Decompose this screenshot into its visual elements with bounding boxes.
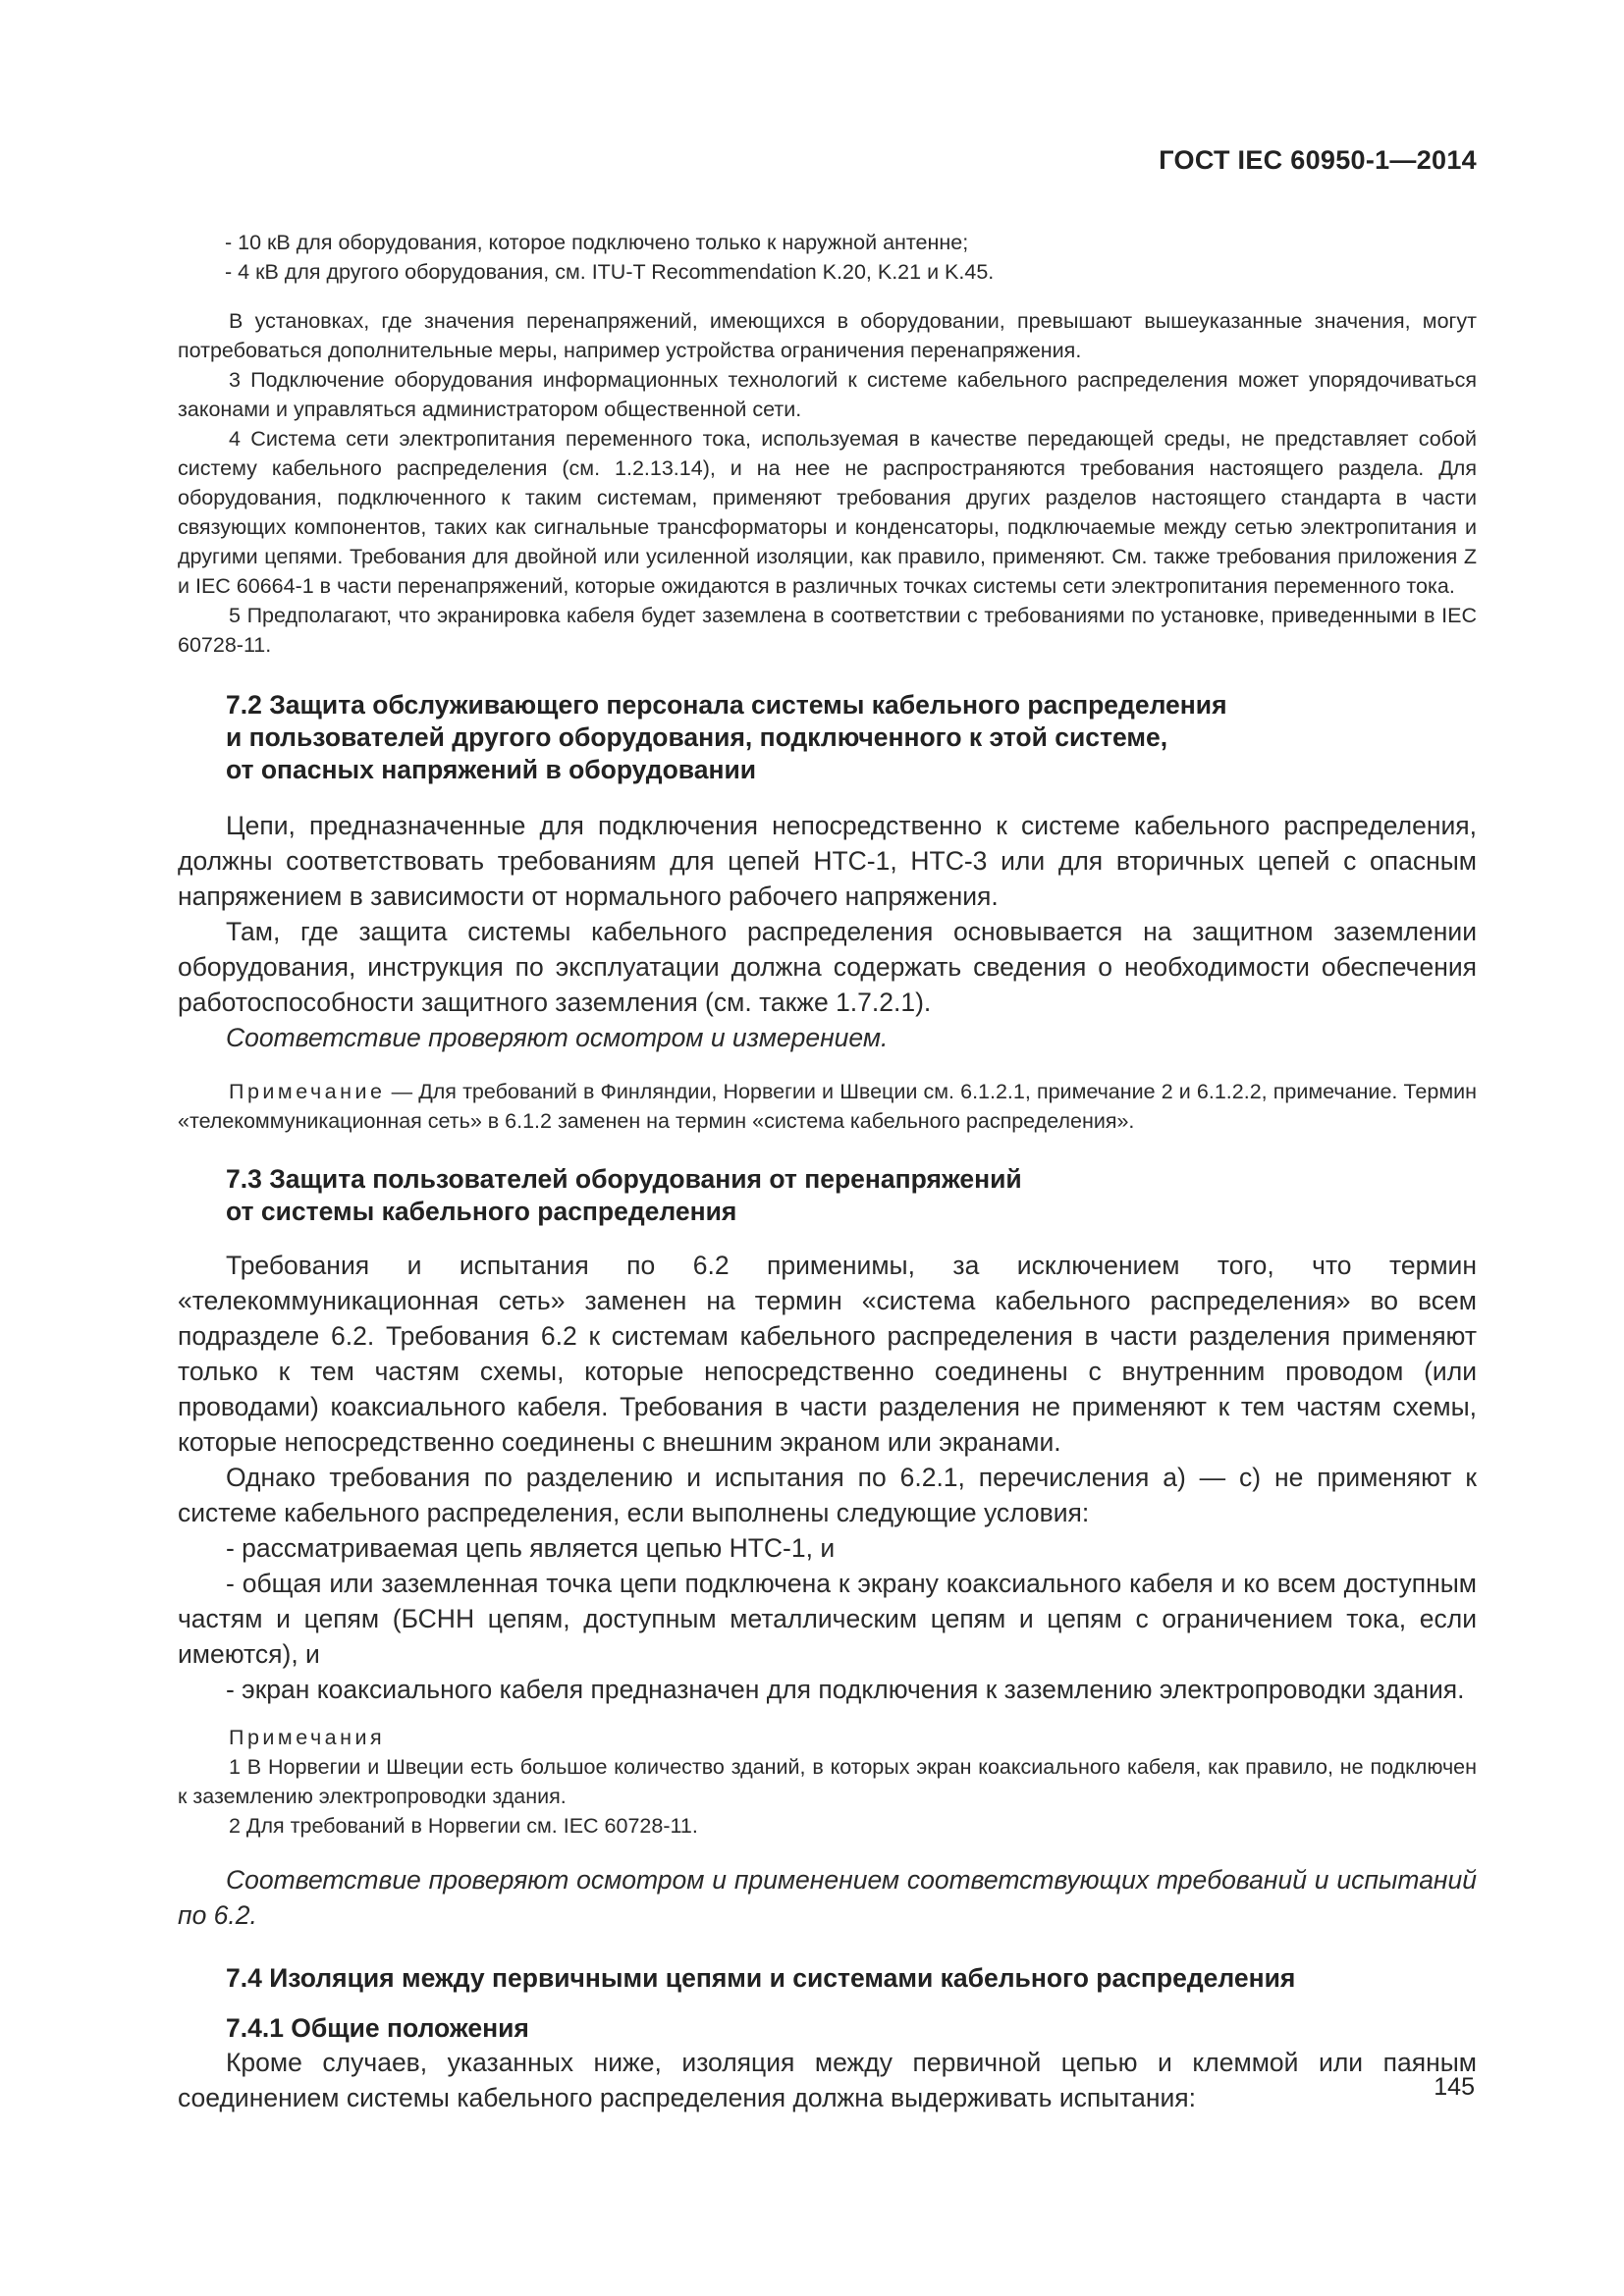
body-paragraph: Цепи, предназначенные для подключения непосредственно к системе кабельного распределения, должны соответствовать требованиям для цепей НТС-1, НТС-3 или для вторичных цепей с опасным напряжением в зависимости от нормального рабочего напряжения. bbox=[178, 811, 1477, 911]
section-notes bbox=[178, 1723, 1477, 1841]
list-item: - 4 кВ для другого оборудования, см. ITU-T Recommendation K.20, K.21 и K.45. bbox=[225, 260, 995, 284]
section-note bbox=[178, 1077, 1477, 1136]
note-paragraph: В установках, где значения перенапряжений, имеющихся в оборудовании, превышают вышеуказанные значения, могут потребоваться дополнительные меры, например устройства ограничения перенапряжения. bbox=[178, 309, 1477, 362]
section-body bbox=[178, 1248, 1477, 1707]
heading-line: и пользователей другого оборудования, подключенного к этой системе, bbox=[226, 722, 1168, 752]
note-paragraph: 5 Предполагают, что экранировка кабеля будет заземлена в соответствии с требованиями по установке, приведенными в IEC 60728-11. bbox=[178, 604, 1477, 657]
heading-line: от опасных напряжений в оборудовании bbox=[226, 755, 757, 784]
body-paragraph: Однако требования по разделению и испытания по 6.2.1, перечисления а) — с) не применяют к системе кабельного распределения, если выполнены следующие условия: bbox=[178, 1463, 1477, 1527]
document-body bbox=[178, 228, 1477, 2115]
heading-line: от системы кабельного распределения bbox=[226, 1197, 737, 1226]
note-paragraph: 1 В Норвегии и Швеции есть большое количество зданий, в которых экран коаксиального кабеля, как правило, не подключен к заземлению электропроводки здания. bbox=[178, 1755, 1477, 1808]
section-body bbox=[178, 808, 1477, 1055]
document-header: ГОСТ IEC 60950-1—2014 bbox=[1159, 145, 1477, 175]
page-number: 145 bbox=[1434, 2073, 1475, 2101]
condition-item: - рассматриваемая цепь является цепью НТС-1, и bbox=[226, 1533, 836, 1563]
compliance-statement: Соответствие проверяют осмотром и измерением. bbox=[226, 1023, 889, 1052]
note-text: — Для требований в Финляндии, Норвегии и Швеции см. 6.1.2.1, примечание 2 и 6.1.2.2, примечание. Термин «телекоммуникационная сеть» в 6.1.2 заменен на термин «система кабельного распределения». bbox=[178, 1080, 1477, 1133]
notes-top bbox=[178, 306, 1477, 660]
note-label: Примечание bbox=[229, 1080, 386, 1103]
body-paragraph: Кроме случаев, указанных ниже, изоляция между первичной цепью и клеммой или паяным соединением системы кабельного распределения должна выдерживать испытания: bbox=[178, 2048, 1477, 2112]
section-heading bbox=[178, 1163, 1477, 1228]
heading-line: 7.3 Защита пользователей оборудования от перенапряжений bbox=[226, 1164, 1022, 1194]
section-7-2 bbox=[178, 689, 1477, 1136]
section-heading: 7.4 Изоляция между первичными цепями и системами кабельного распределения bbox=[226, 1963, 1296, 1993]
intro-dash-list bbox=[178, 228, 1477, 287]
compliance-statement: Соответствие проверяют осмотром и применением соответствующих требований и испытаний по 6.2. bbox=[178, 1865, 1477, 1930]
condition-item: - общая или заземленная точка цепи подключена к экрану коаксиального кабеля и ко всем доступным частям и цепям (БСНН цепям, доступным металлическим цепям и цепям с ограничением тока, если имеются), и bbox=[178, 1569, 1477, 1669]
section-7-4 bbox=[178, 1962, 1477, 2115]
note-paragraph: 3 Подключение оборудования информационных технологий к системе кабельного распределения может упорядочиваться законами и управляться администратором общественной сети. bbox=[178, 368, 1477, 421]
section-7-3 bbox=[178, 1163, 1477, 1933]
subsection-heading: 7.4.1 Общие положения bbox=[226, 2013, 529, 2043]
body-paragraph: Требования и испытания по 6.2 применимы, за исключением того, что термин «телекоммуникационная сеть» заменен на термин «система кабельного распределения» во всем подразделе 6.2. Требования 6.2 к системам кабельного распределения в части разделения применяют только к тем частям схемы, которые непосредственно соединены с внутренним проводом (или проводами) коаксиального кабеля. Требования в части разделения не применяют к тем частям схемы, которые непосредственно соединены с внешним экраном или экранами. bbox=[178, 1251, 1477, 1457]
body-paragraph: Там, где защита системы кабельного распределения основывается на защитном заземлении оборудования, инструкция по эксплуатации должна содержать сведения о необходимости обеспечения работоспособности защитного заземления (см. также 1.7.2.1). bbox=[178, 917, 1477, 1017]
section-heading bbox=[178, 689, 1477, 786]
notes-label: Примечания bbox=[229, 1726, 386, 1749]
note-paragraph: 2 Для требований в Норвегии см. IEC 60728-11. bbox=[229, 1814, 698, 1838]
condition-item: - экран коаксиального кабеля предназначен для подключения к заземлению электропроводки здания. bbox=[226, 1675, 1465, 1704]
list-item: - 10 кВ для оборудования, которое подключено только к наружной антенне; bbox=[225, 231, 969, 254]
heading-line: 7.2 Защита обслуживающего персонала системы кабельного распределения bbox=[226, 690, 1227, 720]
note-paragraph: 4 Система сети электропитания переменного тока, используемая в качестве передающей среды, не представляет собой систему кабельного распределения (см. 1.2.13.14), и на нее не распространяются требования настоящего раздела. Для оборудования, подключенного к таким системам, применяют требования других разделов настоящего стандарта в части связующих компонентов, таких как сигнальные трансформаторы и конденсаторы, подключаемые между сетью электропитания и другими цепями. Требования для двойной или усиленной изоляции, как правило, применяют. См. также требования приложения Z и IEC 60664-1 в части перенапряжений, которые ожидаются в различных точках системы сети электропитания переменного тока. bbox=[178, 427, 1477, 598]
